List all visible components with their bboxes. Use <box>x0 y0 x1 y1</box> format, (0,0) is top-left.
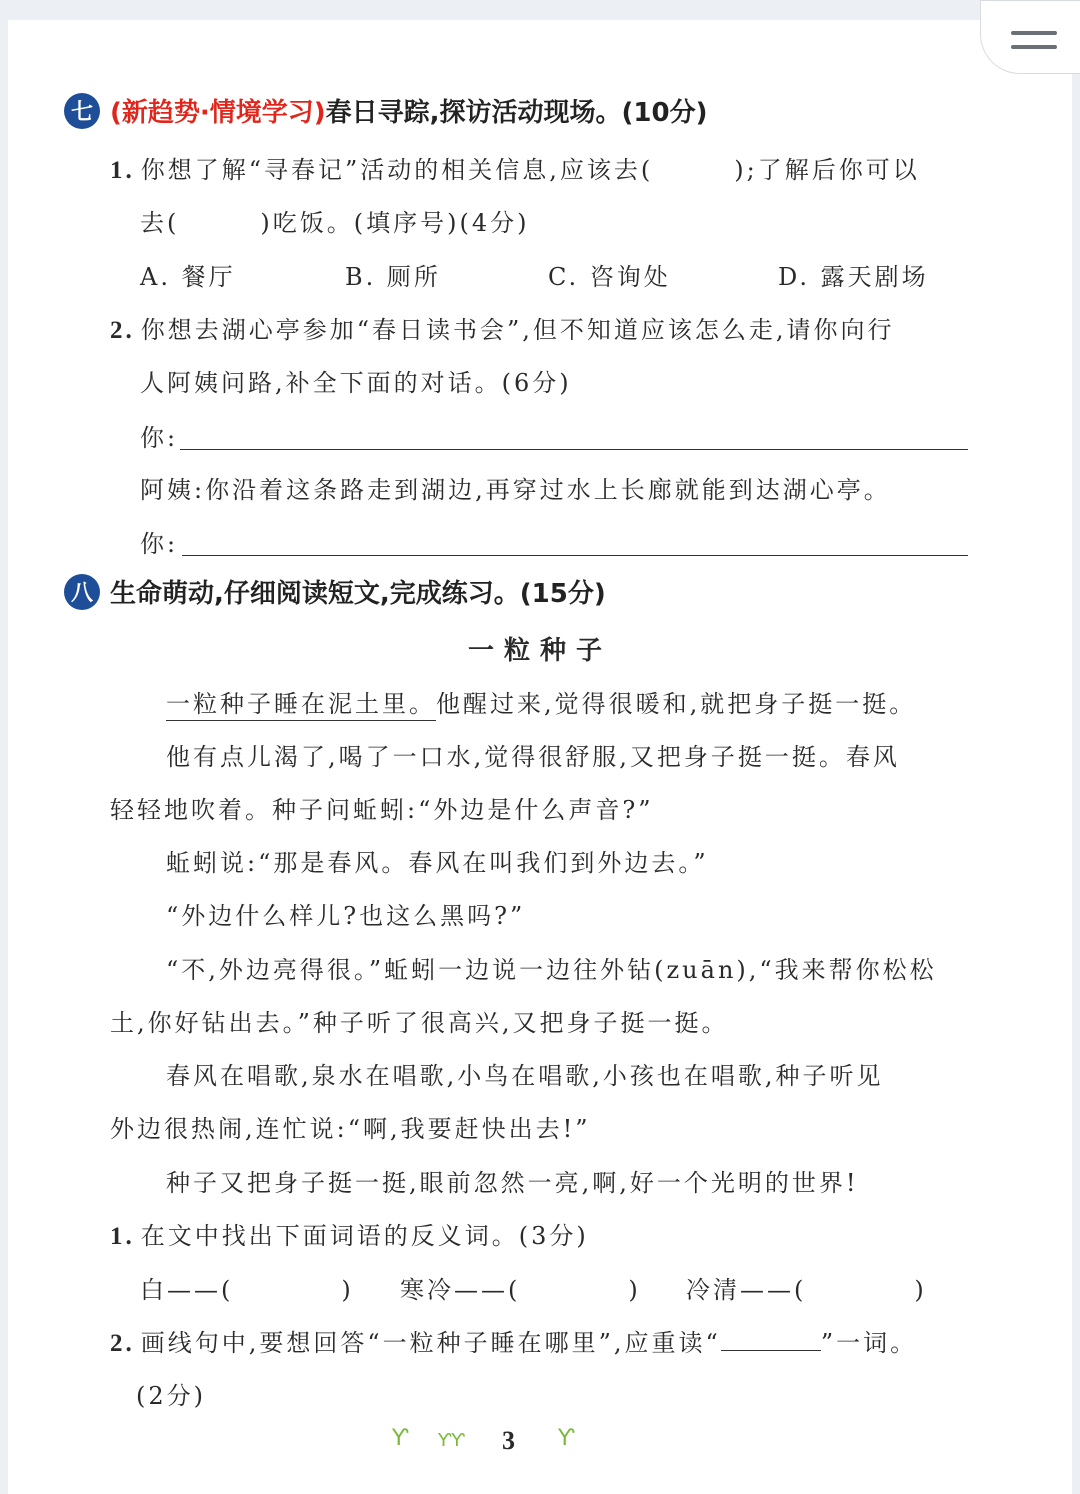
section-tag: (新趋势·情境学习) <box>110 98 326 128</box>
question-number: 2. <box>110 1330 135 1357</box>
section-7-heading <box>64 92 707 129</box>
question-number: 1. <box>110 157 135 184</box>
page-footer <box>0 1426 1080 1466</box>
question-text: 你想去湖心亭参加“春日读书会”,但不知道应该怎么走,请你向行 <box>140 316 895 344</box>
page-number: 3 <box>502 1426 515 1455</box>
question-text: ”一词。 <box>820 1329 918 1357</box>
passage-paragraph-3: 蚯蚓说:“那是春风。春风在叫我们到外边去。” <box>166 849 709 877</box>
question-1-cont: 去( )吃饭。(填序号)(4分) <box>140 209 530 237</box>
question-text: 画线句中,要想回答“一粒种子睡在哪里”,应重读“ <box>140 1329 721 1357</box>
option-c: C. 咨询处 <box>548 263 671 291</box>
section-number-badge: 七 <box>64 93 100 129</box>
passage-paragraph-5-cont: 土,你好钻出去。”种子听了很高兴,又把身子挺一挺。 <box>110 1009 729 1037</box>
dialogue-auntie: 阿姨:你沿着这条路走到湖边,再穿过水上长廊就能到达湖心亭。 <box>140 476 891 504</box>
passage-paragraph-6-cont: 外边很热闹,连忙说:“啊,我要赶快出去!” <box>110 1115 591 1143</box>
sprout-icon: Ƴ <box>558 1426 575 1451</box>
antonym-item-3: 冷清——( ) <box>686 1276 927 1304</box>
sprout-icon: Ƴ <box>392 1426 409 1451</box>
section-title: 春日寻踪,探访活动现场。(10分) <box>325 98 708 128</box>
underlined-sentence: 一粒种子睡在泥土里。 <box>166 690 436 721</box>
question-number: 2. <box>110 317 135 344</box>
question-1 <box>110 1216 589 1251</box>
dialogue-you-label: 你: <box>140 530 179 558</box>
dialogue-you-label: 你: <box>140 424 179 452</box>
passage-paragraph-1 <box>166 684 916 719</box>
section-title: 生命萌动,仔细阅读短文,完成练习。(15分) <box>110 579 606 609</box>
section-number-badge: 八 <box>64 574 100 610</box>
answer-line[interactable] <box>182 555 968 556</box>
question-1 <box>110 150 920 185</box>
answer-line[interactable] <box>180 449 968 450</box>
passage-title: 一粒种子 <box>467 636 612 666</box>
passage-paragraph-6: 春风在唱歌,泉水在唱歌,小鸟在唱歌,小孩也在唱歌,种子听见 <box>166 1062 884 1090</box>
question-2-points: (2分) <box>136 1382 206 1410</box>
menu-icon-bar <box>1011 31 1057 35</box>
antonym-item-2: 寒冷——( ) <box>400 1276 641 1304</box>
passage-paragraph-7: 种子又把身子挺一挺,眼前忽然一亮,啊,好一个光明的世界! <box>166 1169 859 1197</box>
passage-paragraph-4: “外边什么样儿?也这么黑吗?” <box>166 902 526 930</box>
passage-paragraph-5: “不,外边亮得很。”蚯蚓一边说一边往外钻(zuān),“我来帮你松松 <box>166 956 937 984</box>
menu-icon-bar <box>1011 45 1057 49</box>
question-number: 1. <box>110 1223 135 1250</box>
section-8-heading <box>64 573 606 610</box>
menu-button[interactable] <box>980 0 1080 74</box>
passage-paragraph-2: 他有点儿渴了,喝了一口水,觉得很舒服,又把身子挺一挺。春风 <box>166 743 900 771</box>
paragraph-text: 他醒过来,觉得很暖和,就把身子挺一挺。 <box>436 690 917 718</box>
question-text: 在文中找出下面词语的反义词。(3分) <box>140 1222 589 1250</box>
passage-paragraph-2-cont: 轻轻地吹着。种子问蚯蚓:“外边是什么声音?” <box>110 796 654 824</box>
antonym-item-1: 白——( ) <box>140 1276 354 1304</box>
sprout-icon: ƳƳ <box>438 1430 465 1451</box>
option-d: D. 露天剧场 <box>778 263 929 291</box>
answer-blank[interactable] <box>721 1328 821 1351</box>
option-b: B. 厕所 <box>345 263 441 291</box>
question-2 <box>110 310 895 345</box>
question-2 <box>110 1323 917 1358</box>
question-text: 你想了解“寻春记”活动的相关信息,应该去( );了解后你可以 <box>140 156 920 184</box>
option-a: A. 餐厅 <box>140 263 236 291</box>
question-2-cont: 人阿姨问路,补全下面的对话。(6分) <box>140 369 572 397</box>
